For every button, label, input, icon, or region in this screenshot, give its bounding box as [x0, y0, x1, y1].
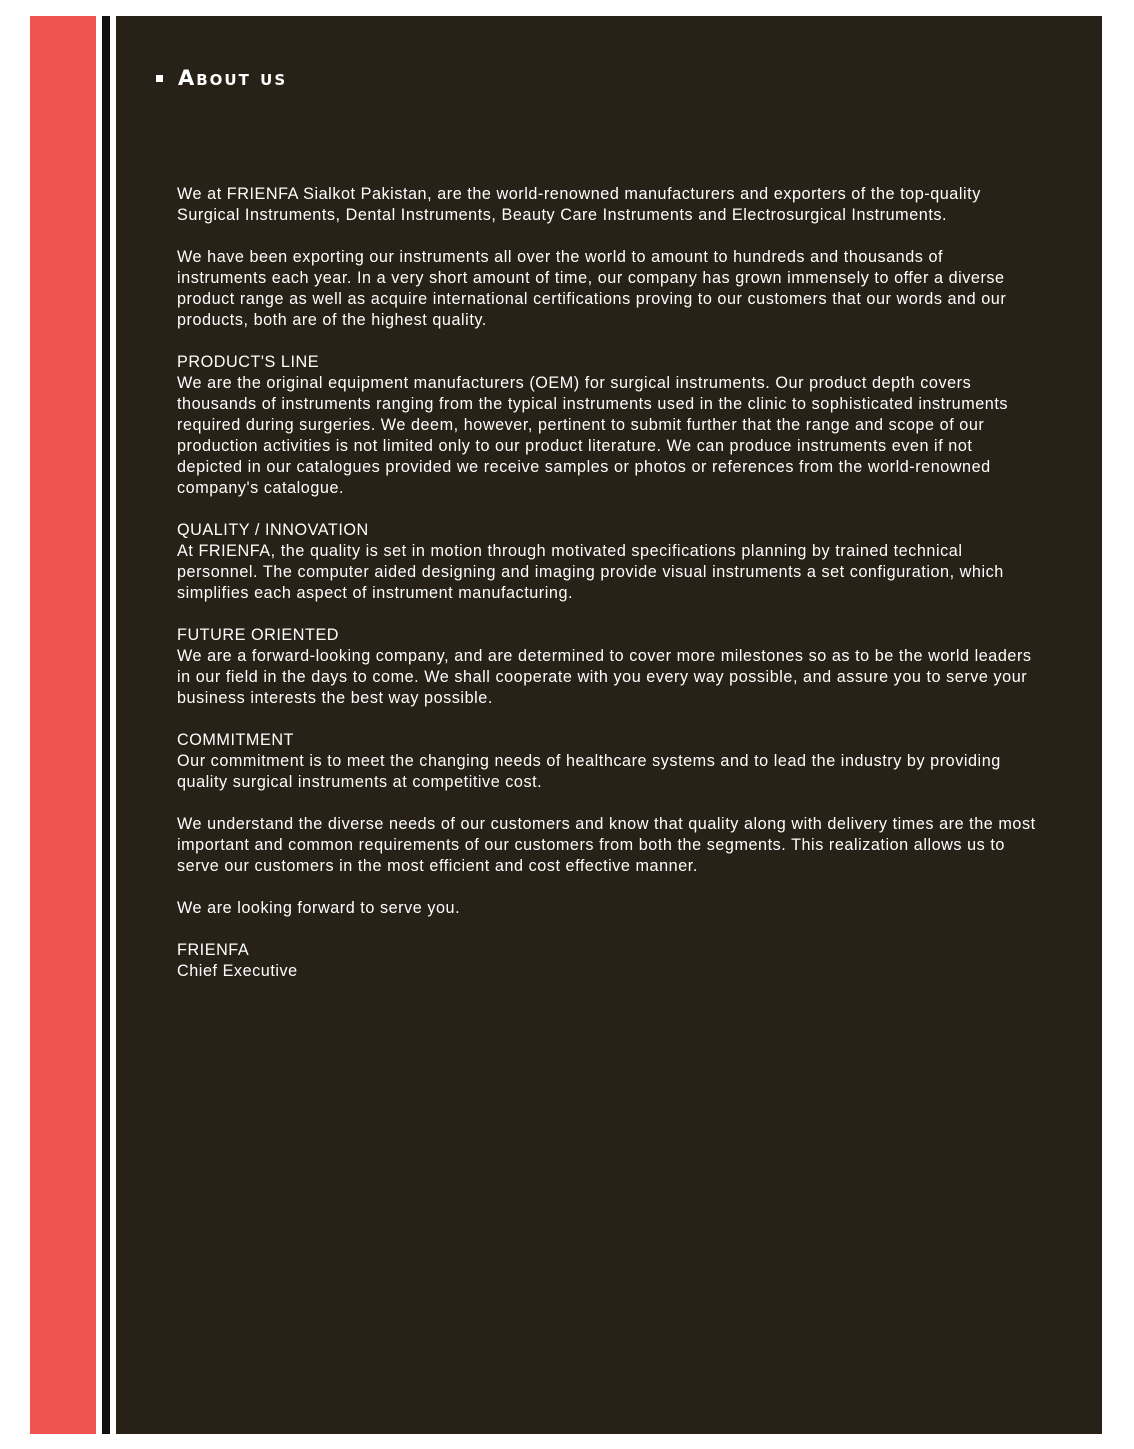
understand-paragraph: We understand the diverse needs of our customers and know that quality along with delivery times are the most important and common requirements of our customers from both the segments. This realization allows us to serve our customers in the most efficient and cost effective manner.	[177, 815, 1036, 875]
section-heading: PRODUCT'S LINE	[177, 353, 320, 371]
section-products-line	[177, 352, 1037, 499]
signature-role: Chief Executive	[177, 962, 298, 980]
square-bullet-icon	[156, 75, 163, 82]
black-side-bar	[102, 16, 110, 1434]
section-text: Our commitment is to meet the changing needs of healthcare systems and to lead the industry by providing quality surgical instruments at competitive cost.	[177, 752, 1001, 791]
red-side-band	[30, 16, 96, 1434]
page-title: About us	[178, 66, 288, 90]
section-text: We are the original equipment manufacturers (OEM) for surgical instruments. Our product depth covers thousands of instruments ranging from the typical instruments used in the clinic to sophisticated instruments required during surgeries. We deem, however, pertinent to submit further that the range and scope of our production activities is not limited only to our product literature. We can produce instruments even if not depicted in our catalogues provided we receive samples or photos or references from the world-renowned company's catalogue.	[177, 374, 1009, 497]
page-header	[156, 66, 287, 90]
section-commitment	[177, 730, 1037, 793]
section-future-oriented	[177, 625, 1037, 709]
section-text: At FRIENFA, the quality is set in motion through motivated specifications planning by trained technical personnel. The computer aided designing and imaging provide visual instruments a set configuration, which simplifies each aspect of instrument manufacturing.	[177, 542, 1004, 602]
content-panel	[116, 16, 1102, 1434]
section-heading: QUALITY / INNOVATION	[177, 521, 369, 539]
section-heading: FUTURE ORIENTED	[177, 626, 340, 644]
signature	[177, 940, 1037, 982]
export-paragraph: We have been exporting our instruments all over the world to amount to hundreds and thousands of instruments each year. In a very short amount of time, our company has grown immensely to offer a diverse product range as well as acquire international certifications proving to our customers that our words and our products, both are of the highest quality.	[177, 248, 1007, 329]
signature-name: FRIENFA	[177, 941, 250, 959]
section-quality-innovation	[177, 520, 1037, 604]
closing-paragraph: We are looking forward to serve you.	[177, 899, 461, 917]
section-heading: COMMITMENT	[177, 731, 294, 749]
section-text: We are a forward-looking company, and are determined to cover more milestones so as to be the world leaders in our field in the days to come. We shall cooperate with you every way possible, and assure you to serve your business interests the best way possible.	[177, 647, 1032, 707]
body-text	[177, 184, 1037, 1003]
intro-paragraph: We at FRIENFA Sialkot Pakistan, are the world-renowned manufacturers and exporters of the top-quality Surgical Instruments, Dental Instruments, Beauty Care Instruments and Electrosurgical Instruments.	[177, 185, 981, 224]
